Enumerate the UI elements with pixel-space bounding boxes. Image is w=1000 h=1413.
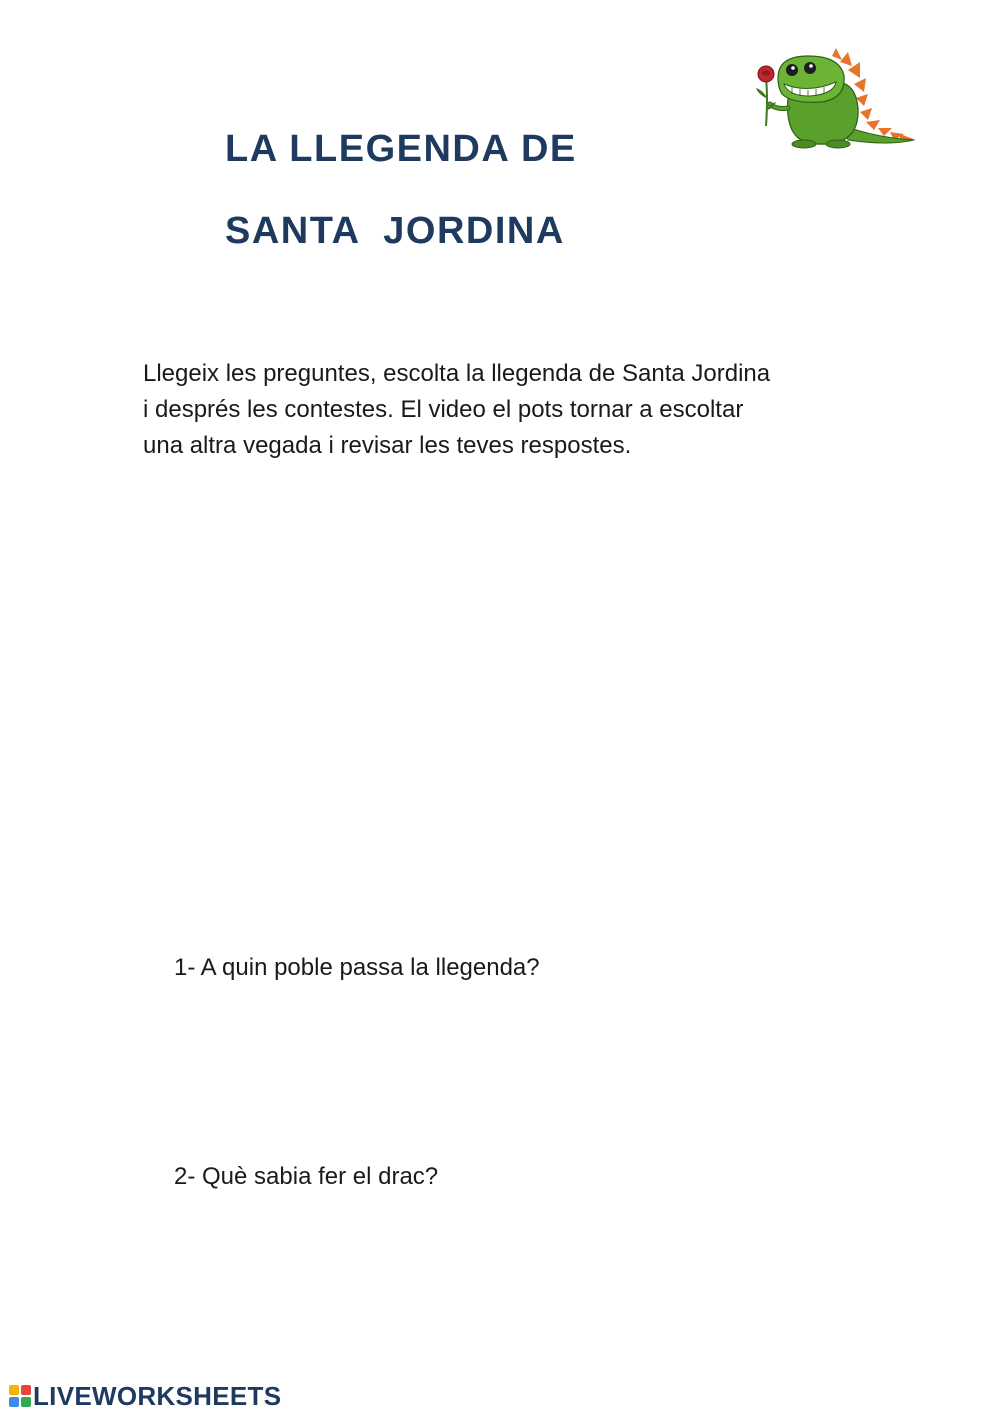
instructions-line-1: Llegeix les preguntes, escolta la llegenda de Santa Jordina [143,360,771,387]
question-1: 1- A quin poble passa la llegenda? [174,954,540,981]
instructions-paragraph [143,356,863,464]
liveworksheets-brand[interactable] [9,1382,281,1410]
page-title-line-1: LA LLEGENDA DE [225,128,577,170]
dragon-with-rose-icon [748,48,918,150]
liveworksheets-logo-icon [9,1385,31,1407]
instructions-line-3: una altra vegada i revisar les teves respostes. [143,432,632,459]
instructions-line-2: i després les contestes. El video el pots tornar a escoltar [143,396,744,423]
page-title-line-2: SANTA JORDINA [225,210,565,252]
brand-name: LIVEWORKSHEETS [33,1381,282,1411]
question-2: 2- Què sabia fer el drac? [174,1163,439,1190]
